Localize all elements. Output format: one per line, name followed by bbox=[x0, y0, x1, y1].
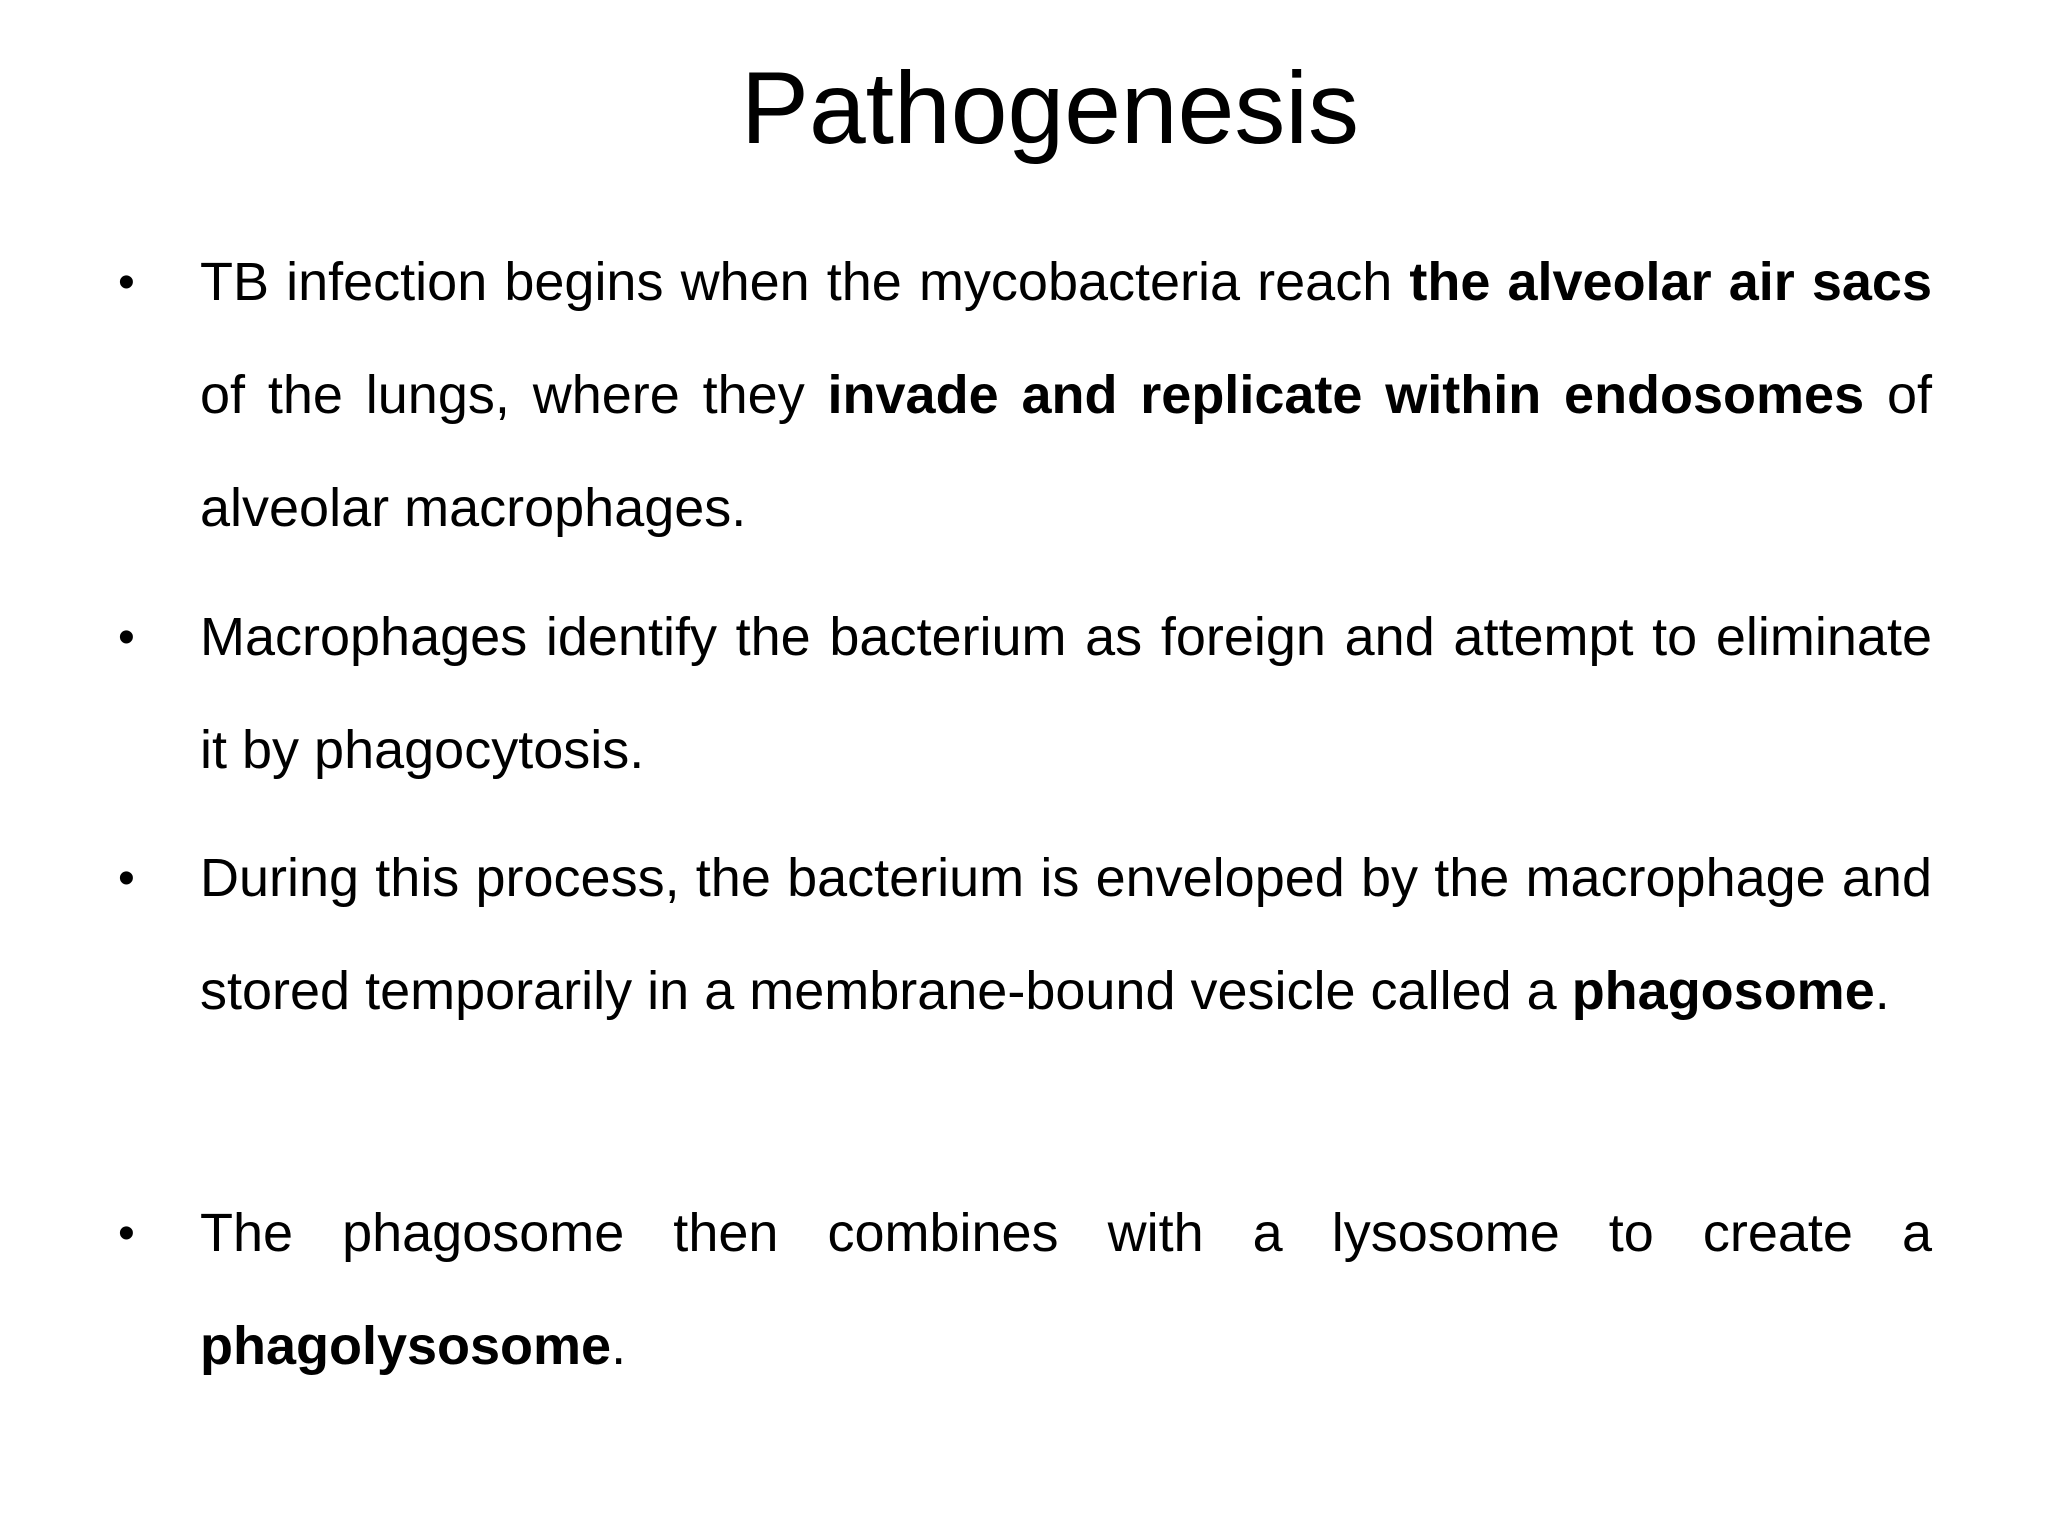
bullet-text: of alveolar macrophages. bbox=[200, 365, 1932, 538]
bullet-marker: • bbox=[118, 611, 135, 664]
bullet-text-bold: the alveolar air sacs bbox=[1409, 252, 1932, 312]
bullet-item bbox=[200, 1177, 1932, 1403]
bullet-text-bold: phagosome bbox=[1571, 961, 1875, 1021]
bullet-text: During this process, the bacterium is enveloped by the macrophage and stored temporarily in a membrane-bound vesicle called a bbox=[200, 848, 1932, 1021]
bullet-text: The phagosome then combines with a lysosome to create a bbox=[200, 1203, 1932, 1263]
bullet-marker: • bbox=[118, 852, 135, 905]
bullet-text-bold: phagolysosome bbox=[200, 1316, 612, 1376]
bullet-text-bold: invade and replicate within endosomes bbox=[827, 365, 1865, 425]
bullet-text: . bbox=[1874, 961, 1890, 1021]
slide-title: Pathogenesis bbox=[740, 51, 1360, 165]
bullet-marker: • bbox=[118, 1207, 135, 1260]
bullet-text: . bbox=[611, 1316, 627, 1376]
bullet-text: of the lungs, where they bbox=[200, 365, 828, 425]
bullet-item bbox=[200, 226, 1932, 565]
bullet-item bbox=[200, 822, 1932, 1048]
bullet-text: Macrophages identify the bacterium as foreign and attempt to eliminate it by phagocytosis. bbox=[200, 607, 1932, 780]
bullet-marker: • bbox=[118, 256, 135, 309]
bullet-text: TB infection begins when the mycobacteria reach bbox=[200, 252, 1410, 312]
bullet-item bbox=[200, 581, 1932, 807]
